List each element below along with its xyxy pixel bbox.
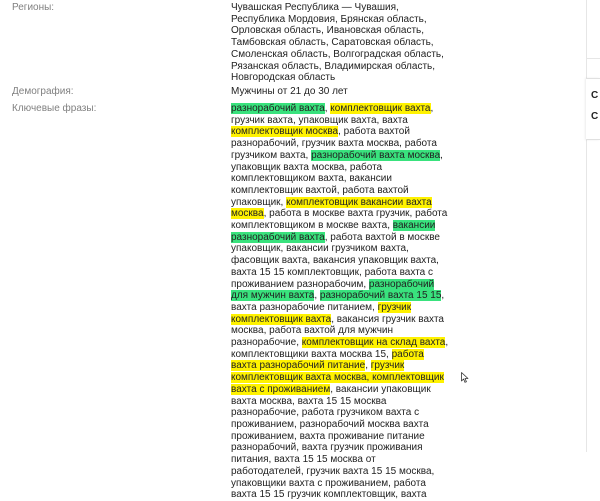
keyword-highlight-yellow: грузчик комплектовщик вахта москва, комплектовщик вахта с проживанием: [231, 360, 444, 395]
keyword-highlight-green: разнорабочий для мужчин вахта: [231, 278, 435, 302]
mouse-pointer-icon: [461, 372, 469, 383]
demography-value: Мужчины от 21 до 30 лет: [231, 86, 348, 97]
keyword-text: , вакансия грузчик вахта москва, работа вахтой для мужчин разнорабочие,: [231, 313, 444, 349]
keyword-highlight-green: разнорабочий вахта 15 15: [319, 290, 442, 302]
keyword-text: , грузчик вахта, упаковщик вахта, вахта: [231, 103, 434, 126]
keyword-text: ,: [324, 103, 331, 114]
keyword-text: , вахта разнорабочие питанием,: [231, 290, 445, 313]
keyword-text: , работа вахтой разнорабочий, грузчик вахта москва, работа грузчиком вахта,: [231, 126, 437, 161]
demography-label: Демография:: [12, 86, 74, 97]
keyword-highlight-yellow: комплектовщик на склад вахта: [301, 337, 446, 349]
regions-value: Чувашская Республика — Чувашия, Республика Мордовия, Брянская область, Орловская область, Ивановская область, Тамбовская область, Саратовская область, Смоленская область, Волгоградская область, Рязанская область, Владимирская область, Новгородская область: [231, 2, 444, 84]
keyword-text: , вакансии упаковщик вахта москва, вахта 15 15 москва разнорабочие, работа грузчиком вахта с проживанием, разнорабочий москва вахта проживанием, вахта проживание питание разнорабочий, вахта грузчик проживания питания, вахта 15 15 москва от работодателей, грузчик вахта 15 15 москва, упаковщики вахта с проживанием, работа вахта 15 15 грузчик комплектовщик, вахта: [231, 383, 435, 501]
keyword-highlight-yellow: комплектовщик москва: [231, 126, 339, 138]
keyword-text: , комплектовщики вахта москва 15,: [231, 337, 449, 360]
keyword-highlight-yellow: работа вахта разнорабочий питание: [231, 348, 424, 372]
right-sidebar: [586, 0, 600, 452]
right-card-heading: С: [591, 90, 599, 101]
keyword-text: ,: [365, 360, 371, 372]
keyword-text: ,: [314, 290, 320, 302]
keywords-label: Ключевые фразы:: [12, 103, 97, 114]
right-card[interactable]: [586, 78, 600, 140]
right-card-subheading: С: [591, 111, 599, 122]
keywords-value: [231, 103, 451, 501]
keyword-text: , работа в москве вахта грузчик, работа комплектовщиком в москве вахта,: [231, 208, 448, 232]
keyword-highlight-green: разнорабочий вахта москва: [311, 149, 441, 161]
keyword-highlight-green: разнорабочий вахта: [231, 103, 325, 114]
keyword-highlight-green: вакансии разнорабочий вахта: [231, 220, 436, 243]
keyword-highlight-yellow: комплектовщик вахта: [330, 103, 431, 114]
keyword-highlight-yellow: грузчик комплектовщик вахта: [231, 301, 412, 325]
keyword-highlight-yellow: комплектовщик вакансии вахта москва: [231, 196, 432, 220]
keyword-text: , работа вахтой в москве упаковщик, вакансии грузчиком вахта, фасовщик вахта, вакансия упаковщик вахта, вахта 15 15 комплектовщик, работа вахта с проживанием разнорабочим,: [231, 231, 440, 290]
keyword-text: , упаковщик вахта москва, работа комплектовщиком вахта, вакансии комплектовщик вахтой, работа вахтой упаковщик,: [231, 149, 443, 208]
right-card-top: [586, 0, 600, 59]
regions-label: Регионы:: [12, 2, 55, 13]
